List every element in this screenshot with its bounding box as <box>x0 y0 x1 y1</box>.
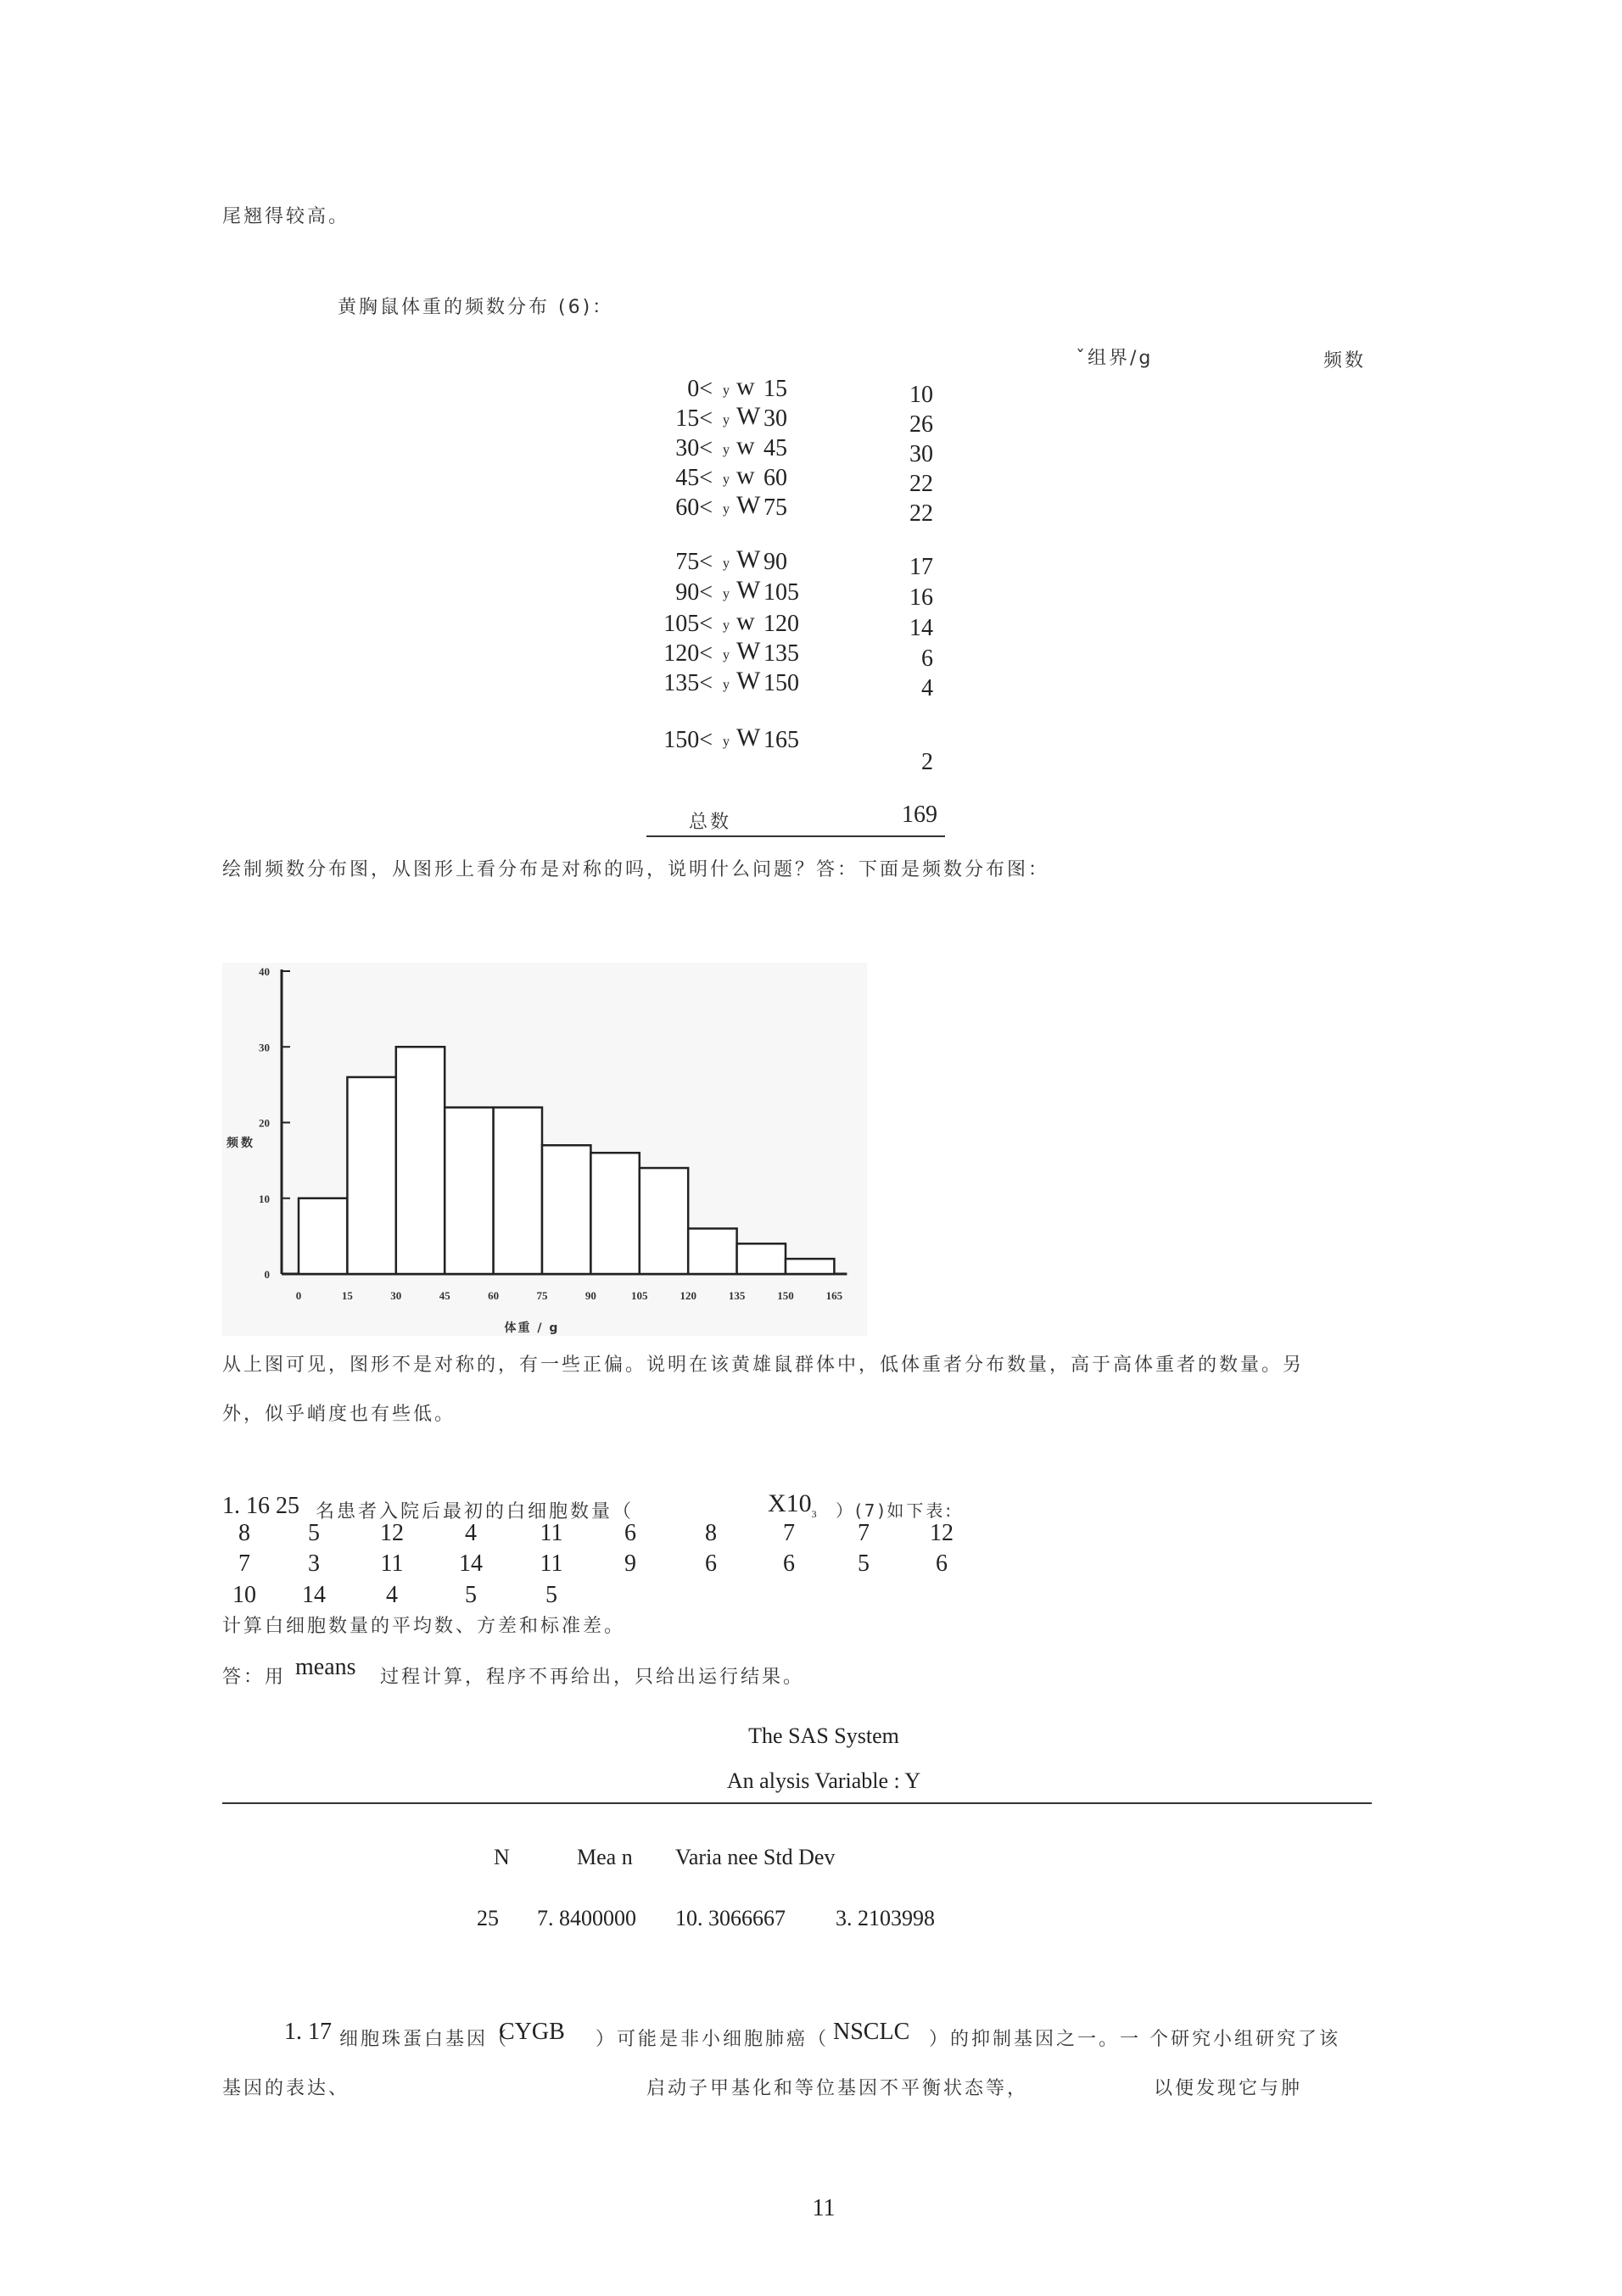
range-upper: 120 <box>763 611 799 637</box>
wbc-value: 3 <box>308 1550 320 1577</box>
histogram-bar <box>590 1153 639 1274</box>
wbc-value: 4 <box>386 1582 398 1608</box>
sas-title: The SAS System <box>748 1723 899 1748</box>
wbc-value: 7 <box>238 1550 250 1577</box>
sas-header-n: N <box>494 1845 510 1869</box>
unit-exponent: 3 <box>811 1508 817 1520</box>
frequency-value: 22 <box>909 471 933 497</box>
histogram-bar <box>445 1108 493 1274</box>
question-text: 名患者入院后最初的白细胞数量（ <box>316 1501 635 1522</box>
wbc-value: 5 <box>308 1520 320 1546</box>
frequency-value: 16 <box>909 584 933 611</box>
wbc-value: 6 <box>624 1520 636 1546</box>
sas-value-n: 25 <box>477 1906 499 1930</box>
range-lower: 15< <box>675 405 713 432</box>
wbc-value: 10 <box>232 1582 256 1608</box>
question-117-line2-b: 启动子甲基化和等位基因不平衡状态等， <box>646 2078 1029 2099</box>
range-w: w <box>736 372 755 400</box>
range-upper: 105 <box>763 579 799 606</box>
x-tick-label: 15 <box>341 1289 353 1302</box>
question-117-line2-a: 基因的表达、 <box>222 2078 350 2099</box>
wbc-value: 5 <box>545 1582 557 1608</box>
range-symbol <box>723 545 760 574</box>
range-y: y <box>723 678 730 692</box>
wbc-value: 11 <box>380 1550 404 1577</box>
wbc-value: 8 <box>705 1520 717 1546</box>
range-symbol <box>723 723 760 752</box>
page-number: 11 <box>812 2195 836 2221</box>
frequency-value: 6 <box>921 645 933 672</box>
range-upper: 90 <box>763 549 787 575</box>
range-y: y <box>723 618 730 633</box>
frequency-value: 22 <box>909 500 933 527</box>
y-axis-label: 频数 <box>227 1137 255 1150</box>
x-tick-label: 90 <box>584 1289 596 1302</box>
range-lower: 30< <box>675 435 713 461</box>
sas-value-stddev: 3. 2103998 <box>836 1906 935 1930</box>
x-tick-label: 105 <box>631 1289 648 1302</box>
range-w: W <box>736 637 761 665</box>
wbc-value: 11 <box>540 1550 563 1577</box>
range-lower: 120< <box>663 640 713 667</box>
range-upper: 45 <box>763 435 787 461</box>
table-total-label: 总数 <box>689 812 732 833</box>
sas-header-mean: Mea n <box>577 1845 633 1869</box>
wbc-value: 5 <box>465 1582 477 1608</box>
range-symbol <box>723 372 755 401</box>
section-title: 黄胸鼠体重的频数分布 (6)： <box>338 297 614 318</box>
wbc-value: 6 <box>705 1550 717 1577</box>
range-y: y <box>723 587 730 601</box>
answer-line-1: 从上图可见，图形不是对称的，有一些正偏。说明在该黄雄鼠群体中，低体重者分布数量，高于高体重者的数量。另 <box>222 1355 1305 1376</box>
wbc-value: 4 <box>465 1520 477 1546</box>
frequency-value: 17 <box>909 554 933 580</box>
y-tick-label: 30 <box>259 1041 270 1054</box>
question-number: 1. 16 25 <box>222 1493 299 1519</box>
sas-divider <box>222 1802 1372 1804</box>
range-y: y <box>723 443 730 457</box>
y-tick-label: 10 <box>259 1192 270 1205</box>
range-upper: 150 <box>763 670 799 696</box>
x-tick-label: 0 <box>295 1289 302 1302</box>
x-tick-label: 75 <box>536 1289 548 1302</box>
range-lower: 75< <box>675 549 713 575</box>
answer-prefix: 答：用 <box>222 1667 287 1688</box>
range-w: W <box>736 723 761 751</box>
answer-line-2: 外，似乎峭度也有些低。 <box>222 1404 456 1425</box>
range-symbol <box>723 432 755 461</box>
x-tick-label: 150 <box>777 1289 794 1302</box>
histogram-bar <box>737 1243 786 1274</box>
histogram-bar <box>299 1198 347 1274</box>
question-text: 绘制频数分布图，从图形上看分布是对称的吗，说明什么问题？答：下面是频数分布图： <box>222 859 1050 880</box>
range-symbol <box>723 491 760 520</box>
question-tail: ）(7)如下表: <box>836 1500 954 1521</box>
sas-value-variance: 10. 3066667 <box>675 1906 786 1930</box>
sas-header-variance-stddev: Varia nee Std Dev <box>675 1845 836 1869</box>
range-y: y <box>723 502 730 517</box>
range-lower: 45< <box>675 465 713 491</box>
answer-suffix: 过程计算，程序不再给出，只给出运行结果。 <box>380 1667 805 1688</box>
answer-keyword: means <box>295 1654 356 1680</box>
range-symbol <box>723 607 755 636</box>
frequency-value: 14 <box>909 615 933 641</box>
range-lower: 135< <box>663 670 713 696</box>
x-tick-label: 30 <box>390 1289 402 1302</box>
wbc-value: 14 <box>302 1582 326 1608</box>
continued-text: 尾翘得较高。 <box>222 206 350 227</box>
wbc-value: 12 <box>930 1520 954 1546</box>
wbc-value: 11 <box>540 1520 563 1546</box>
range-upper: 15 <box>763 376 787 402</box>
histogram-bar <box>786 1259 834 1274</box>
question-117-text-a: 细胞珠蛋白基因（ <box>339 2029 510 2050</box>
question-117-text-b: ）可能是非小细胞肺癌（ <box>596 2029 830 2050</box>
table-header-group: ˇ组界/g <box>1076 348 1154 369</box>
question-117-gene: CYGB <box>499 2019 565 2045</box>
range-upper: 30 <box>763 405 787 432</box>
histogram-bar <box>640 1168 688 1274</box>
wbc-value: 7 <box>858 1520 870 1546</box>
frequency-value: 30 <box>909 441 933 467</box>
histogram-bar <box>494 1108 542 1274</box>
range-w: W <box>736 491 761 519</box>
table-divider <box>646 835 945 837</box>
question-117-number: 1. 17 <box>284 2019 332 2045</box>
range-upper: 60 <box>763 465 787 491</box>
range-lower: 105< <box>663 611 713 637</box>
x-tick-label: 135 <box>728 1289 746 1302</box>
frequency-histogram <box>222 963 867 1336</box>
x-tick-label: 165 <box>825 1289 843 1302</box>
range-y: y <box>723 735 730 749</box>
unit-base: X10 <box>768 1489 812 1517</box>
range-upper: 165 <box>763 727 799 753</box>
question-117-line2-c: 以便发现它与肿 <box>1154 2078 1303 2099</box>
range-upper: 75 <box>763 494 787 521</box>
range-y: y <box>723 413 730 427</box>
range-symbol <box>723 461 755 490</box>
range-w: w <box>736 607 755 635</box>
y-tick-label: 40 <box>259 965 270 978</box>
range-w: W <box>736 576 761 604</box>
range-lower: 0< <box>687 376 713 402</box>
range-symbol <box>723 576 760 605</box>
frequency-value: 4 <box>921 675 933 701</box>
range-y: y <box>723 556 730 571</box>
unit-label <box>768 1489 817 1521</box>
range-lower: 60< <box>675 494 713 521</box>
wbc-value: 14 <box>459 1550 483 1577</box>
range-w: W <box>736 402 761 430</box>
wbc-value: 6 <box>936 1550 948 1577</box>
histogram-bar <box>542 1145 590 1274</box>
range-upper: 135 <box>763 640 799 667</box>
wbc-value: 9 <box>624 1550 636 1577</box>
frequency-value: 2 <box>921 749 933 775</box>
range-lower: 90< <box>675 579 713 606</box>
range-w: w <box>736 432 755 460</box>
y-tick-label: 20 <box>259 1116 270 1130</box>
range-y: y <box>723 648 730 662</box>
range-w: W <box>736 667 761 695</box>
wbc-value: 8 <box>238 1520 250 1546</box>
question-task: 计算白细胞数量的平均数、方差和标准差。 <box>222 1616 626 1637</box>
x-axis-label: 体重 / g <box>504 1321 560 1335</box>
frequency-value: 26 <box>909 411 933 438</box>
wbc-value: 6 <box>783 1550 795 1577</box>
histogram-bar <box>688 1228 736 1274</box>
frequency-value: 10 <box>909 382 933 408</box>
range-symbol <box>723 637 760 666</box>
x-tick-label: 45 <box>439 1289 450 1302</box>
sas-value-mean: 7. 8400000 <box>537 1906 636 1930</box>
wbc-value: 7 <box>783 1520 795 1546</box>
histogram-bar <box>347 1077 395 1274</box>
y-tick-label: 0 <box>264 1268 270 1281</box>
range-symbol <box>723 667 760 696</box>
sas-subtitle: An alysis Variable : Y <box>726 1768 921 1793</box>
range-lower: 150< <box>663 727 713 753</box>
range-symbol <box>723 402 760 431</box>
range-w: W <box>736 545 761 573</box>
range-w: w <box>736 461 755 489</box>
wbc-value: 5 <box>858 1550 870 1577</box>
x-tick-label: 120 <box>680 1289 696 1302</box>
x-tick-label: 60 <box>488 1289 500 1302</box>
wbc-value: 12 <box>380 1520 404 1546</box>
question-117-text-c: ）的抑制基因之一。一 个研究小组研究了该 <box>929 2029 1340 2050</box>
range-y: y <box>723 383 730 398</box>
table-header-freq: 频数 <box>1323 350 1367 371</box>
question-117-cancer: NSCLC <box>833 2019 910 2045</box>
histogram-bar <box>396 1047 445 1274</box>
table-total-value: 169 <box>902 802 937 828</box>
range-y: y <box>723 472 730 487</box>
